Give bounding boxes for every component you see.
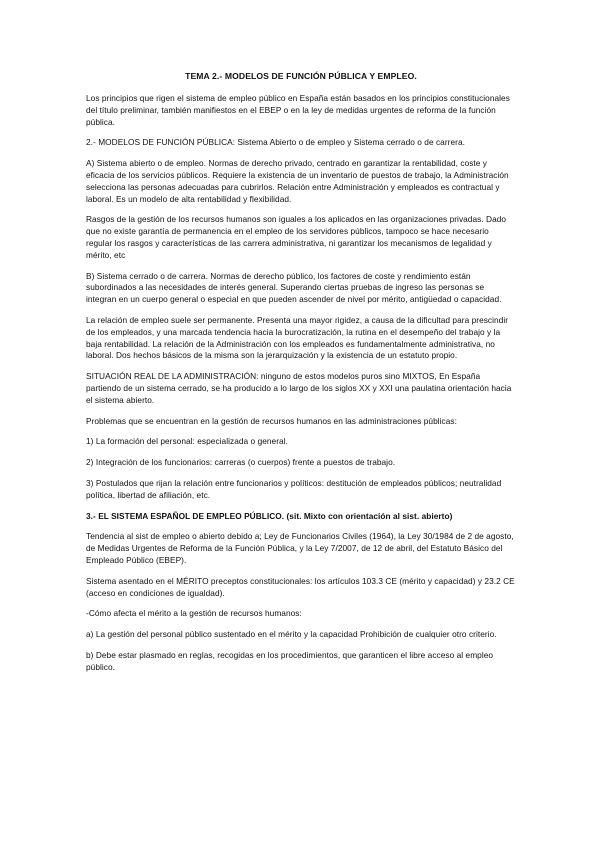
- document-title: TEMA 2.- MODELOS DE FUNCIÓN PÚBLICA Y EMPLEO.: [185, 71, 417, 81]
- paragraph-problemas: Problemas que se encuentran en la gestión de recursos humanos en las administraciones públicas:: [86, 415, 457, 426]
- list-item-2: 2) Integración de los funcionarios: carreras (o cuerpos) frente a puestos de trabajo.: [86, 457, 396, 468]
- document-body: [86, 70, 516, 682]
- paragraph-rasgos: Rasgos de la gestión de los recursos humanos son iguales a los aplicados en las organizaciones privadas. Dado que no existe garantía de permanencia en el empleo de los servidores públicos, tampoco se hace necesario regular los rasgos y características de las carrera administrativa, ni garantizar los mecanismos de legalidad y mérito, etc: [86, 214, 507, 260]
- list-item-a: a) La gestión del personal público sustentado en el mérito y la capacidad Prohibición de cualquier otro criterio.: [86, 629, 497, 640]
- paragraph-como-afecta: -Cómo afecta el mérito a la gestión de recursos humanos:: [86, 608, 302, 619]
- paragraph-tendencia: Tendencia al sist de empleo o abierto debido a; Ley de Funcionarios Civiles (1964), la Ley 30/1984 de 2 de agosto, de Medidas Urgentes de Reforma de la Función Pública, y la Ley 7/2007, de 12 de abril, del Estatuto Básico del Empleado Público (EBEP).: [86, 531, 514, 565]
- paragraph-merito: Sistema asentado en el MÉRITO preceptos constitucionales: los artículos 103.3 CE (mérito y capacidad) y 23.2 CE (acceso en condiciones de igualdad).: [86, 575, 515, 598]
- section-heading-sistema-espanol: 3.- EL SISTEMA ESPAÑOL DE EMPLEO PÚBLICO. (sit. Mixto con orientación al sist. abierto): [86, 510, 453, 521]
- section-heading-modelos: 2.- MODELOS DE FUNCIÓN PÚBLICA: Sistema Abierto o de empleo y Sistema cerrado o de carrera.: [86, 137, 465, 148]
- list-item-b: b) Debe estar plasmado en reglas, recogidas en los procedimientos, que garanticen el libre acceso al empleo público.: [86, 649, 494, 672]
- list-item-1: 1) La formación del personal: especializada o general.: [86, 436, 288, 447]
- paragraph-sistema-abierto: A) Sistema abierto o de empleo. Normas de derecho privado, centrado en garantizar la rentabilidad, coste y eficacia de los servicios públicos. Requiere la existencia de un inventario de puestos de trabajo, la Administración selecciona las personas adecuadas para cubrirlos. Relación entre Administración y empleados es contractual y laboral. Es un modelo de alta rentabilidad y flexibilidad.: [86, 158, 509, 204]
- paragraph-relacion-empleo: La relación de empleo suele ser permanente. Presenta una mayor rigidez, a causa de la dificultad para prescindir de los empleados, y una marcada tendencia hacia la burocratización, la rutina en el desempeño del trabajo y la baja rentabilidad. La relación de la Administración con los empleados es fundamentalmente administrativa, no laboral. Dos hechos básicos de la misma son la jerarquización y la existencia de un estatuto propio.: [86, 314, 509, 361]
- paragraph-situacion-real: SITUACIÓN REAL DE LA ADMINISTRACIÓN: ninguno de estos modelos puros sino MIXTOS, En España partiendo de un sistema cerrado, se ha producido a lo largo de los siglos XX y XXI una paulatina orientación hacia el sistema abierto.: [86, 371, 512, 405]
- paragraph-sistema-cerrado: B) Sistema cerrado o de carrera. Normas de derecho público, los factores de coste y rendimiento están subordinados a las necesidades de interés general. Superando ciertas pruebas de ingreso las personas se integran en un cuerpo general o especial en que pueden ascender de nivel por mérito, antigüedad o capacidad.: [86, 270, 502, 305]
- list-item-3: 3) Postulados que rijan la relación entre funcionarios y políticos: destitución de empleados públicos; neutralidad política, libertad de afiliación, etc.: [86, 477, 502, 500]
- paragraph-intro: Los principios que rigen el sistema de empleo público en España están basados en los principios constitucionales del título preliminar, también manifiestos en el EBEP o en la ley de medidas urgentes de reforma de la función pública.: [86, 93, 510, 127]
